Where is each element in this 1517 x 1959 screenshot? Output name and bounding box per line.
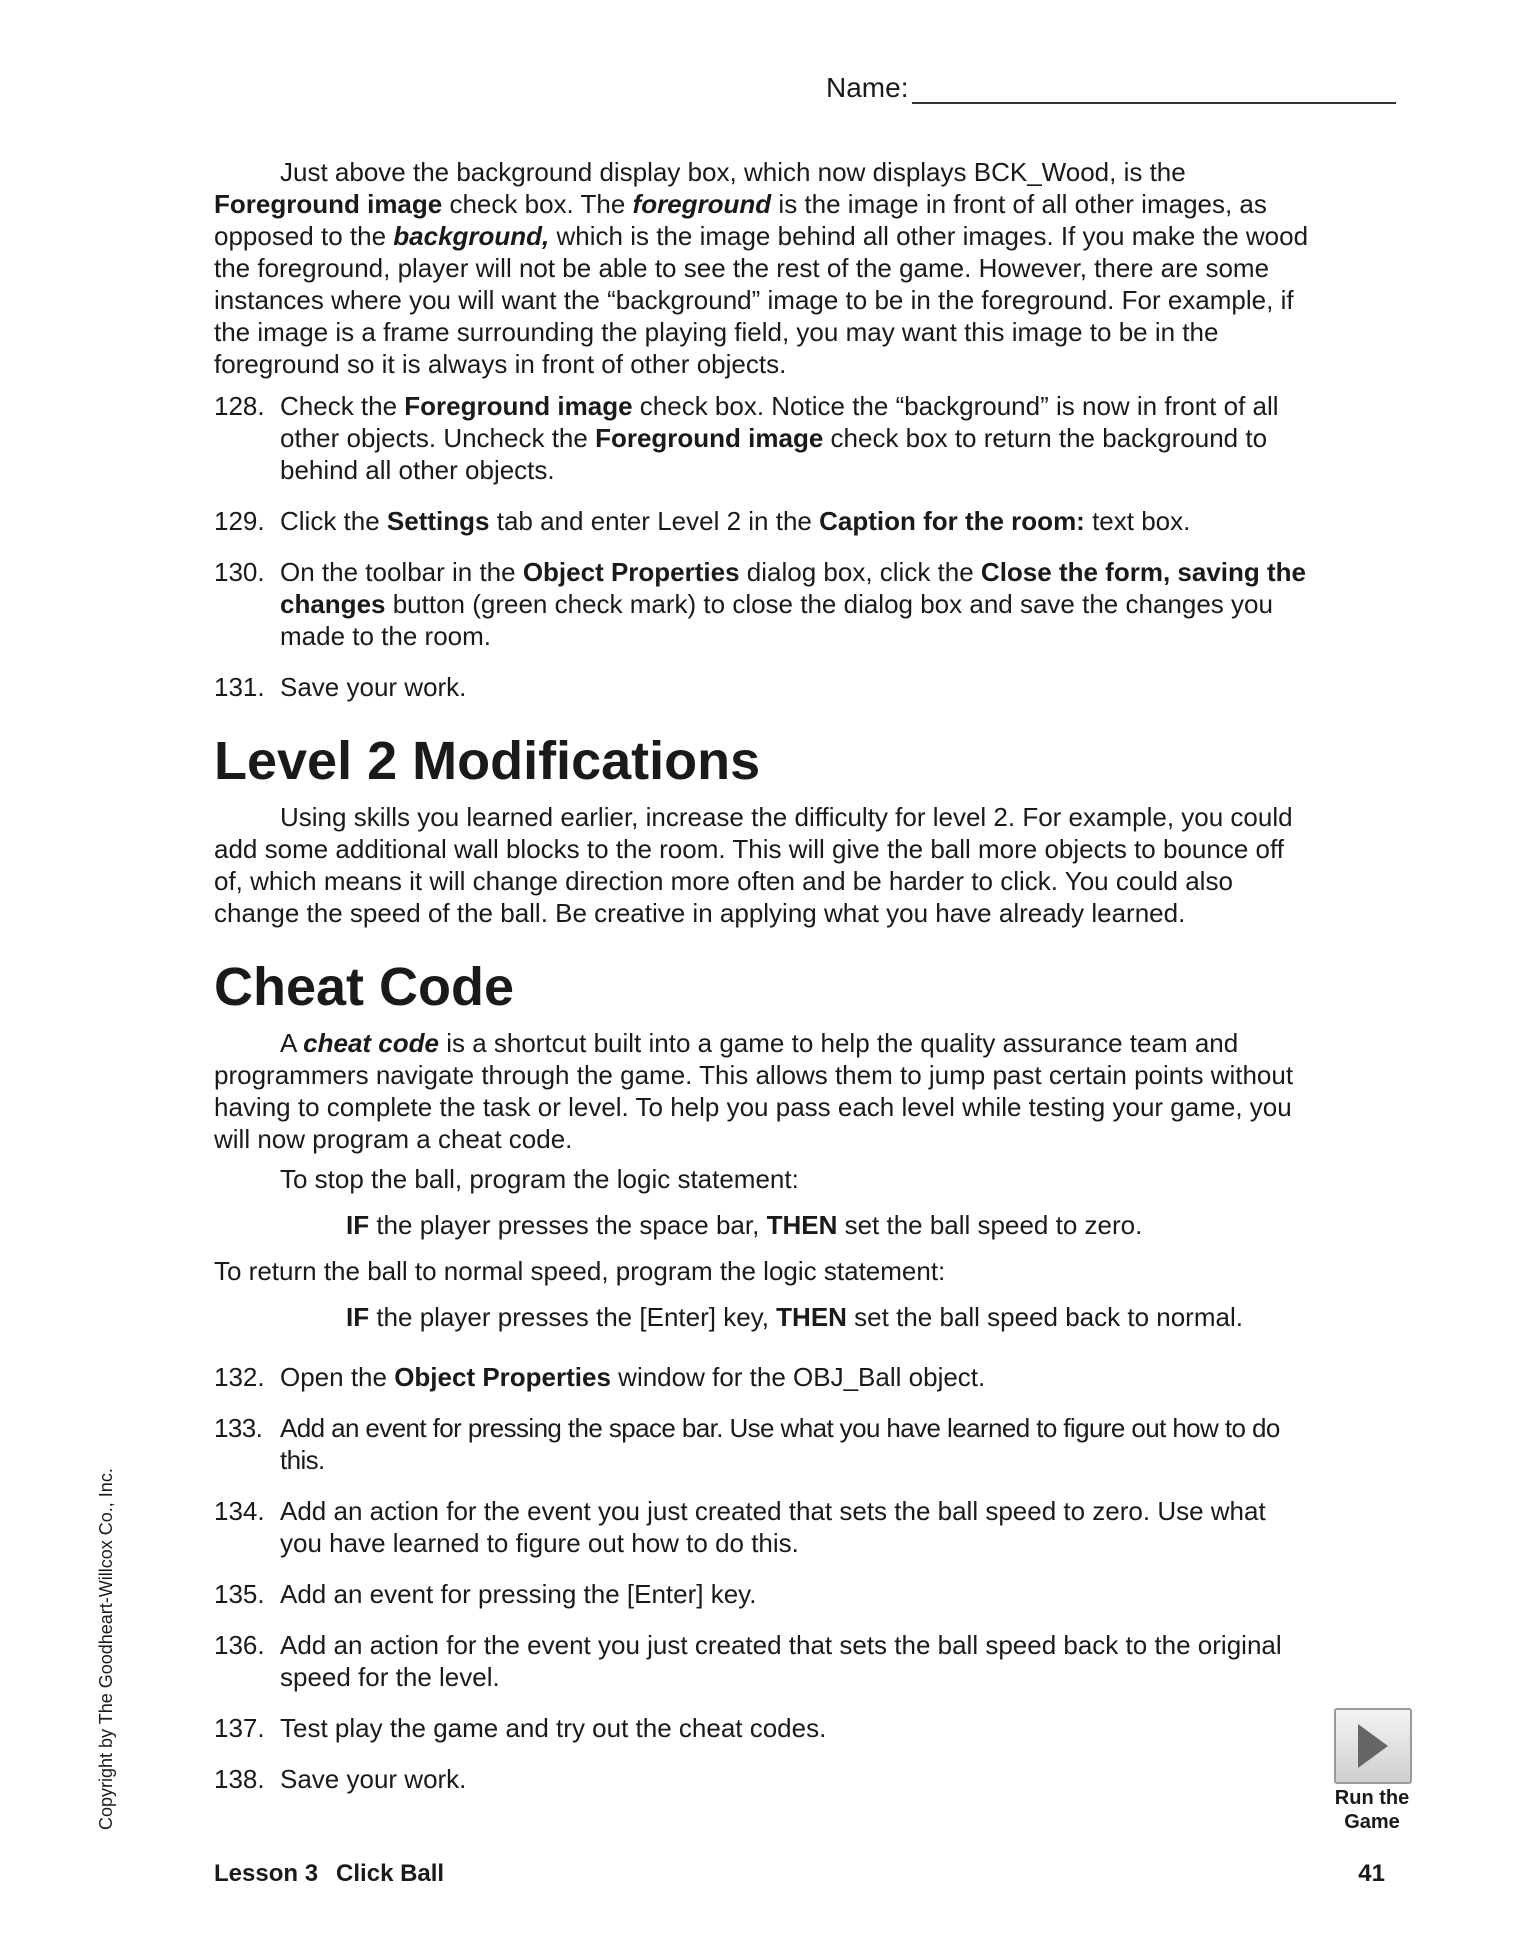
- step-134: 134. Add an action for the event you just created that sets the ball speed to zero. Use what you have learned to figure out how to do this.: [214, 1496, 1266, 1558]
- step-130: 130. On the toolbar in the Object Properties dialog box, click the Close the form, saving the changes button (green check mark) to close the dialog box and save the changes you made to the room.: [214, 557, 1306, 651]
- footer-lesson: Lesson 3 Click Ball: [214, 1860, 445, 1887]
- return-speed-intro: To return the ball to normal speed, program the logic statement:: [214, 1256, 946, 1286]
- step-132: 132. Open the Object Properties window for the OBJ_Ball object.: [214, 1362, 986, 1392]
- name-blank-line: [912, 76, 1396, 104]
- level2-paragraph: Using skills you learned earlier, increase the difficulty for level 2. For example, you could add some additional wall blocks to the room. This will give the ball more objects to bounce off of, which means it will change direction more often and be harder to click. You could also change the speed of the ball. Be creative in applying what you have already learned.: [214, 802, 1293, 928]
- heading-cheat-code: Cheat Code: [214, 957, 515, 1017]
- steps-list-a: [214, 390, 1314, 703]
- step-128: 128. Check the Foreground image check box. Notice the “background” is now in front of all other objects. Uncheck the Foreground image check box to return the background to behind all other objects.: [214, 391, 1279, 485]
- copyright-notice: Copyright by The Goodheart-Willcox Co., Inc.: [96, 1468, 116, 1830]
- name-label: Name:: [826, 72, 909, 103]
- logic-statement-return: IF the player presses the [Enter] key, THEN set the ball speed back to normal.: [346, 1302, 1243, 1332]
- step-136: 136. Add an action for the event you just created that sets the ball speed back to the original speed for the level.: [214, 1630, 1282, 1692]
- page-number: 41: [1358, 1860, 1385, 1887]
- step-137: 137. Test play the game and try out the cheat codes.: [214, 1713, 827, 1743]
- play-triangle-icon: [1358, 1724, 1388, 1768]
- step-129: 129. Click the Settings tab and enter Level 2 in the Caption for the room: text box.: [214, 506, 1191, 536]
- run-game-button: [1334, 1708, 1412, 1784]
- heading-level-2-modifications: Level 2 Modifications: [214, 731, 761, 791]
- main-content: [214, 156, 1314, 1814]
- name-field: [826, 72, 1396, 104]
- stop-ball-intro: To stop the ball, program the logic statement:: [280, 1164, 799, 1194]
- logic-statement-stop: IF the player presses the space bar, THEN set the ball speed to zero.: [346, 1210, 1143, 1240]
- steps-list-b: [214, 1361, 1314, 1795]
- intro-paragraph: Just above the background display box, which now displays BCK_Wood, is the Foreground image check box. The foreground is the image in front of all other images, as opposed to the background, which is the image behind all other images. If you make the wood the foreground, player will not be able to see the rest of the game. However, there are some instances where you will want the “background” image to be in the foreground. For example, if the image is a frame surrounding the playing field, you may want this image to be in the foreground so it is always in front of other objects.: [214, 157, 1309, 379]
- cheat-code-paragraph: A cheat code is a shortcut built into a game to help the quality assurance team and programmers navigate through the game. This allows them to jump past certain points without having to complete the task or level. To help you pass each level while testing your game, you will now program a cheat code.: [214, 1028, 1294, 1154]
- run-game-label: Run the Game: [1334, 1787, 1410, 1833]
- step-138: 138. Save your work.: [214, 1764, 467, 1794]
- step-133: 133. Add an event for pressing the space bar. Use what you have learned to figure out how to do this.: [214, 1413, 1280, 1475]
- step-131: 131. Save your work.: [214, 672, 467, 702]
- step-135: 135. Add an event for pressing the [Enter] key.: [214, 1579, 757, 1609]
